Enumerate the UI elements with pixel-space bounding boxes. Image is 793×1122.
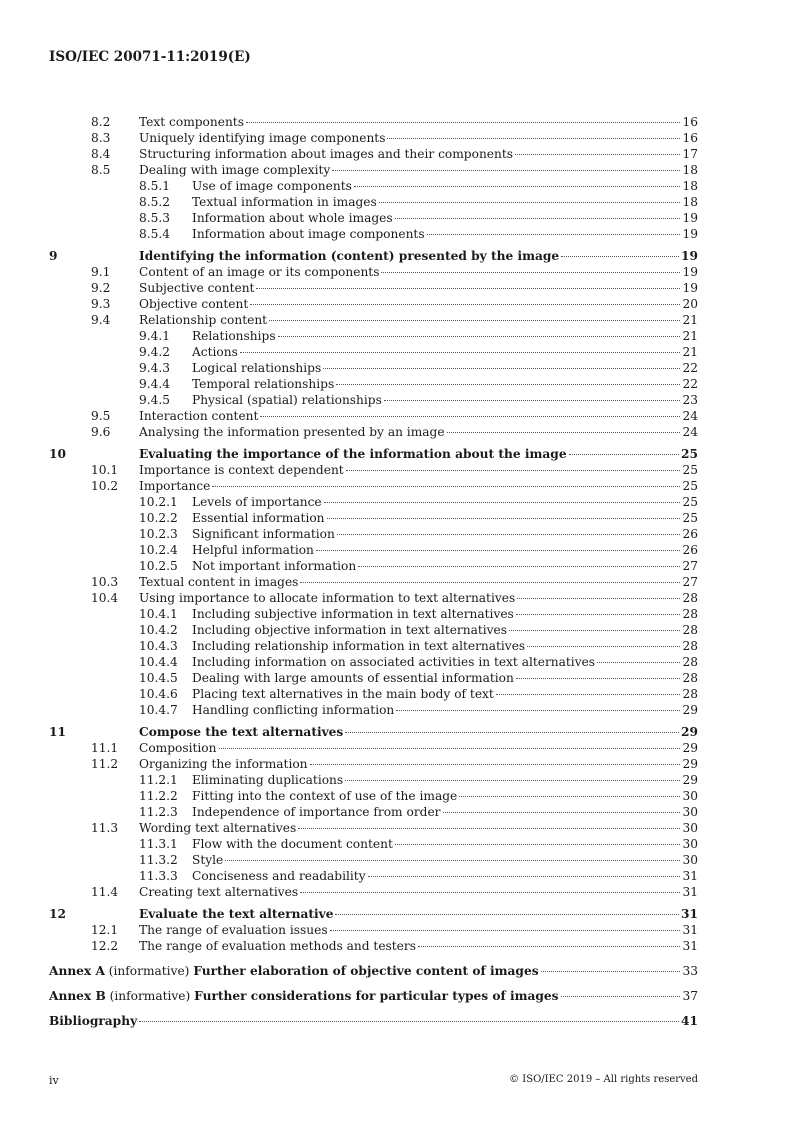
toc-entry[interactable]: [49, 724, 698, 740]
toc-entry-number: 11.4: [91, 885, 119, 899]
toc-entry-page: 16: [682, 115, 698, 129]
toc-entry-title: Interaction content: [139, 409, 259, 423]
dot-leader: [515, 154, 680, 155]
toc-entry-page: 30: [682, 837, 698, 851]
dot-leader: [298, 828, 680, 829]
toc-entry[interactable]: [49, 868, 698, 884]
toc-entry[interactable]: [49, 654, 698, 670]
toc-entry-number: 9.6: [91, 425, 111, 439]
dot-leader: [396, 710, 680, 711]
dot-leader: [269, 320, 680, 321]
toc-entry-title: Dealing with image complexity: [139, 163, 331, 177]
toc-entry-title: Information about image components: [192, 227, 425, 241]
dot-leader: [345, 732, 679, 733]
toc-entry-number: 9.4.1: [139, 329, 171, 343]
toc-entry-page: 19: [682, 265, 698, 279]
dot-leader: [336, 384, 680, 385]
dot-leader: [443, 812, 681, 813]
toc-entry-page: 29: [682, 703, 698, 717]
toc-entry[interactable]: [49, 938, 698, 954]
toc-entry[interactable]: [49, 178, 698, 194]
toc-entry-number: 10.4.6: [139, 687, 178, 701]
toc-entry-number: 12.2: [91, 939, 119, 953]
toc-entry[interactable]: [49, 740, 698, 756]
toc-entry-number: 11.2.1: [139, 773, 178, 787]
toc-entry-number: 11.2: [91, 757, 119, 771]
toc-entry-page: 29: [682, 773, 698, 787]
toc-entry-title: Logical relationships: [192, 361, 322, 375]
toc-entry-title: Physical (spatial) relationships: [192, 393, 382, 407]
dot-leader: [354, 186, 681, 187]
toc-entry-number: 11: [49, 725, 66, 739]
toc-entry-page: 20: [682, 297, 698, 311]
table-of-contents: [49, 114, 698, 1029]
copyright-notice: © ISO/IEC 2019 – All rights reserved: [509, 1074, 698, 1085]
toc-entry-title: Including subjective information in text alternatives: [192, 607, 514, 621]
toc-entry-page: 30: [682, 789, 698, 803]
dot-leader: [335, 914, 679, 915]
toc-entry[interactable]: [49, 574, 698, 590]
toc-entry[interactable]: [49, 852, 698, 868]
toc-entry-page: 24: [682, 409, 698, 423]
dot-leader: [496, 694, 681, 695]
toc-entry-title: Handling conflicting information: [192, 703, 395, 717]
toc-entry-title: Placing text alternatives in the main body of text: [192, 687, 494, 701]
toc-entry-page: 30: [682, 805, 698, 819]
toc-entry-title: Essential information: [192, 511, 325, 525]
toc-entry-title: Actions: [192, 345, 238, 359]
toc-entry-number: 8.5.1: [139, 179, 171, 193]
toc-entry-number: 10.4.7: [139, 703, 178, 717]
toc-entry-page: 25: [682, 479, 698, 493]
toc-entry[interactable]: [49, 922, 698, 938]
dot-leader: [139, 1021, 679, 1022]
toc-entry-page: 28: [682, 671, 698, 685]
toc-entry[interactable]: [49, 296, 698, 312]
toc-entry-title: Wording text alternatives: [139, 821, 297, 835]
toc-entry-page: 29: [682, 741, 698, 755]
toc-entry-number: Annex B: [49, 989, 106, 1003]
dot-leader: [459, 796, 680, 797]
toc-entry-title: Not important information: [192, 559, 357, 573]
toc-entry[interactable]: [49, 772, 698, 788]
dot-leader: [561, 996, 681, 997]
toc-entry-title: Information about whole images: [192, 211, 393, 225]
toc-entry-page: 18: [682, 195, 698, 209]
dot-leader: [246, 122, 681, 123]
toc-entry-page: 28: [682, 687, 698, 701]
toc-entry-page: 41: [681, 1014, 698, 1028]
toc-entry-title: Use of image components: [192, 179, 352, 193]
toc-entry-title: Fitting into the context of use of the image: [192, 789, 458, 803]
toc-entry-page: 28: [682, 607, 698, 621]
toc-entry[interactable]: [49, 756, 698, 772]
toc-entry[interactable]: [49, 494, 698, 510]
toc-entry[interactable]: [49, 392, 698, 408]
toc-entry-number: 9.3: [91, 297, 111, 311]
toc-entry-number: 12.1: [91, 923, 119, 937]
toc-entry[interactable]: [49, 510, 698, 526]
toc-entry-number: 11.3: [91, 821, 119, 835]
toc-entry-page: 31: [682, 885, 698, 899]
toc-entry-page: 25: [681, 447, 698, 461]
toc-entry[interactable]: [49, 248, 698, 264]
toc-entry-number: 10.4.1: [139, 607, 178, 621]
toc-entry[interactable]: [49, 194, 698, 210]
toc-entry-page: 22: [682, 361, 698, 375]
toc-entry[interactable]: [49, 988, 698, 1004]
toc-entry-number: 10.2.2: [139, 511, 178, 525]
toc-entry-title: Further considerations for particular types of images: [194, 989, 559, 1003]
toc-entry-number: 10.2.1: [139, 495, 178, 509]
toc-entry-title: Flow with the document content: [192, 837, 393, 851]
dot-leader: [330, 930, 681, 931]
toc-entry-number: 8.4: [91, 147, 111, 161]
toc-entry-title: Evaluating the importance of the information about the image: [139, 447, 567, 461]
toc-entry[interactable]: [49, 836, 698, 852]
dot-leader: [316, 550, 681, 551]
toc-entry-title: Compose the text alternatives: [139, 725, 344, 739]
toc-entry[interactable]: [49, 638, 698, 654]
toc-entry-page: 28: [682, 655, 698, 669]
toc-entry-page: 31: [681, 907, 698, 921]
toc-entry-page: 19: [681, 249, 698, 263]
toc-entry[interactable]: [49, 264, 698, 280]
toc-entry-title: Including objective information in text alternatives: [192, 623, 508, 637]
toc-entry-title: Independence of importance from order: [192, 805, 441, 819]
dot-leader: [278, 336, 681, 337]
dot-leader: [597, 662, 680, 663]
toc-entry-page: 18: [682, 163, 698, 177]
toc-entry-title: Composition: [139, 741, 217, 755]
dot-leader: [395, 844, 681, 845]
toc-entry-number: 9: [49, 249, 58, 263]
toc-entry[interactable]: [49, 360, 698, 376]
toc-entry[interactable]: [49, 344, 698, 360]
dot-leader: [332, 170, 680, 171]
dot-leader: [527, 646, 680, 647]
toc-entry-title: Temporal relationships: [192, 377, 335, 391]
toc-entry-number: 12: [49, 907, 66, 921]
toc-entry-title: Style: [192, 853, 224, 867]
dot-leader: [381, 272, 680, 273]
document-identifier: ISO/IEC 20071-11:2019(E): [49, 49, 251, 65]
dot-leader: [541, 971, 681, 972]
toc-entry[interactable]: [49, 622, 698, 638]
toc-entry-number: 9.2: [91, 281, 111, 295]
dot-leader: [219, 748, 681, 749]
toc-entry[interactable]: [49, 146, 698, 162]
toc-entry-title: The range of evaluation methods and testers: [139, 939, 416, 953]
toc-entry[interactable]: [49, 542, 698, 558]
toc-entry-title: Analysing the information presented by an image: [139, 425, 445, 439]
toc-entry-title: Using importance to allocate information to text alternatives: [139, 591, 516, 605]
toc-entry-title: Importance is context dependent: [139, 463, 344, 477]
toc-entry-title: Subjective content: [139, 281, 255, 295]
dot-leader: [260, 416, 680, 417]
toc-entry-number: 10.4: [91, 591, 119, 605]
toc-entry-page: 37: [682, 989, 698, 1003]
toc-entry-page: 29: [681, 725, 698, 739]
toc-entry-annex-type: (informative): [108, 964, 190, 978]
toc-entry[interactable]: [49, 114, 698, 130]
toc-entry-number: 10.2.3: [139, 527, 178, 541]
dot-leader: [300, 582, 680, 583]
dot-leader: [517, 598, 680, 599]
toc-entry-number: 9.4.5: [139, 393, 171, 407]
toc-entry-page: 26: [682, 527, 698, 541]
dot-leader: [427, 234, 681, 235]
toc-entry-page: 25: [682, 463, 698, 477]
toc-entry-number: 8.5.4: [139, 227, 171, 241]
dot-leader: [358, 566, 680, 567]
dot-leader: [379, 202, 681, 203]
dot-leader: [384, 400, 681, 401]
toc-entry-number: 9.4.3: [139, 361, 171, 375]
toc-entry[interactable]: [49, 820, 698, 836]
dot-leader: [310, 764, 681, 765]
toc-entry-number: 10.2.4: [139, 543, 178, 557]
toc-entry[interactable]: [49, 686, 698, 702]
toc-entry[interactable]: [49, 312, 698, 328]
toc-entry-title: Textual content in images: [139, 575, 299, 589]
toc-entry-number: 11.3.1: [139, 837, 178, 851]
toc-entry-number: 10.2: [91, 479, 119, 493]
toc-entry-title: Organizing the information: [139, 757, 308, 771]
dot-leader: [395, 218, 681, 219]
toc-entry[interactable]: [49, 162, 698, 178]
toc-entry-number: 11.1: [91, 741, 119, 755]
toc-entry-title: Uniquely identifying image components: [139, 131, 386, 145]
toc-entry[interactable]: [49, 424, 698, 440]
toc-entry-number: 8.2: [91, 115, 111, 129]
toc-entry-title: Including relationship information in text alternatives: [192, 639, 526, 653]
toc-entry-number: 10.4.2: [139, 623, 178, 637]
dot-leader: [368, 876, 681, 877]
toc-entry-title: Structuring information about images and their components: [139, 147, 514, 161]
toc-entry-number: Annex A: [49, 964, 105, 978]
toc-entry-page: 22: [682, 377, 698, 391]
toc-entry[interactable]: [49, 210, 698, 226]
toc-entry-number: 10.3: [91, 575, 119, 589]
toc-entry[interactable]: [49, 558, 698, 574]
toc-entry-page: 19: [682, 211, 698, 225]
toc-entry-page: 27: [682, 575, 698, 589]
toc-entry-number: 10.4.3: [139, 639, 178, 653]
dot-leader: [327, 518, 681, 519]
toc-entry-number: 10.4.5: [139, 671, 178, 685]
toc-entry-page: 25: [682, 511, 698, 525]
toc-entry-page: 31: [682, 869, 698, 883]
toc-entry-page: 18: [682, 179, 698, 193]
toc-entry[interactable]: [49, 462, 698, 478]
toc-entry-title: Eliminating duplications: [192, 773, 344, 787]
toc-entry-number: 10.1: [91, 463, 119, 477]
dot-leader: [418, 946, 681, 947]
toc-entry[interactable]: [49, 226, 698, 242]
toc-entry-page: 33: [682, 964, 698, 978]
toc-entry-number: 10.2.5: [139, 559, 178, 573]
toc-entry-page: 19: [682, 281, 698, 295]
toc-entry-title: Objective content: [139, 297, 249, 311]
toc-entry[interactable]: [49, 606, 698, 622]
toc-entry-number: 10: [49, 447, 66, 461]
toc-entry-title: Creating text alternatives: [139, 885, 299, 899]
toc-entry-title: Significant information: [192, 527, 335, 541]
toc-entry-page: 24: [682, 425, 698, 439]
toc-entry[interactable]: [49, 526, 698, 542]
dot-leader: [212, 486, 680, 487]
toc-entry-page: 28: [682, 591, 698, 605]
toc-entry-title: The range of evaluation issues: [139, 923, 328, 937]
toc-entry-page: 30: [682, 821, 698, 835]
toc-entry-annex-type: (informative): [109, 989, 191, 1003]
dot-leader: [250, 304, 680, 305]
toc-entry-number: 11.2.3: [139, 805, 178, 819]
toc-entry[interactable]: [49, 280, 698, 296]
toc-entry-number: 11.3.3: [139, 869, 178, 883]
toc-entry-page: 30: [682, 853, 698, 867]
toc-entry[interactable]: [49, 328, 698, 344]
toc-entry-title: Conciseness and readability: [192, 869, 366, 883]
toc-entry-page: 26: [682, 543, 698, 557]
dot-leader: [346, 470, 681, 471]
toc-entry-title: Text components: [139, 115, 244, 129]
toc-entry-number: 9.4.4: [139, 377, 171, 391]
toc-entry-page: 21: [682, 329, 698, 343]
toc-entry-title: Relationships: [192, 329, 276, 343]
toc-entry[interactable]: [49, 478, 698, 494]
dot-leader: [240, 352, 681, 353]
toc-entry[interactable]: [49, 1013, 698, 1029]
toc-entry-title: Identifying the information (content) presented by the image: [139, 249, 560, 263]
toc-entry-number: 8.5.2: [139, 195, 171, 209]
toc-entry-title: Further elaboration of objective content of images: [193, 964, 539, 978]
toc-entry[interactable]: [49, 804, 698, 820]
dot-leader: [516, 614, 681, 615]
toc-entry-page: 21: [682, 345, 698, 359]
page-number: iv: [49, 1074, 59, 1087]
dot-leader: [447, 432, 681, 433]
toc-entry-page: 27: [682, 559, 698, 573]
toc-entry-number: 8.5.3: [139, 211, 171, 225]
dot-leader: [516, 678, 681, 679]
toc-entry[interactable]: [49, 590, 698, 606]
toc-entry-number: 9.4.2: [139, 345, 171, 359]
toc-entry[interactable]: [49, 376, 698, 392]
toc-entry-page: 29: [682, 757, 698, 771]
toc-entry-number: 9.4: [91, 313, 111, 327]
toc-entry[interactable]: [49, 788, 698, 804]
dot-leader: [300, 892, 680, 893]
toc-entry-title: Content of an image or its components: [139, 265, 380, 279]
toc-entry-page: 31: [682, 939, 698, 953]
toc-entry-page: 23: [682, 393, 698, 407]
dot-leader: [323, 368, 680, 369]
toc-entry-number: 10.4.4: [139, 655, 178, 669]
page-footer: [49, 1074, 698, 1087]
toc-entry[interactable]: [49, 884, 698, 900]
toc-entry-title: Importance: [139, 479, 211, 493]
toc-entry[interactable]: [49, 963, 698, 979]
toc-entry-number: 9.1: [91, 265, 111, 279]
toc-entry[interactable]: [49, 408, 698, 424]
dot-leader: [256, 288, 680, 289]
toc-entry[interactable]: [49, 702, 698, 718]
dot-leader: [324, 502, 681, 503]
toc-entry-title: Levels of importance: [192, 495, 322, 509]
toc-entry-page: 28: [682, 623, 698, 637]
toc-entry-title: Textual information in images: [192, 195, 377, 209]
toc-entry-title: Evaluate the text alternative: [139, 907, 334, 921]
dot-leader: [225, 860, 680, 861]
toc-entry-number: 11.2.2: [139, 789, 178, 803]
toc-entry-title: Helpful information: [192, 543, 314, 557]
toc-entry-title: Dealing with large amounts of essential information: [192, 671, 514, 685]
toc-entry-title: Relationship content: [139, 313, 268, 327]
toc-entry-page: 17: [682, 147, 698, 161]
toc-entry-title: Including information on associated activities in text alternatives: [192, 655, 596, 669]
dot-leader: [561, 256, 679, 257]
toc-entry-title: Bibliography: [49, 1014, 138, 1028]
toc-entry[interactable]: [49, 446, 698, 462]
toc-entry[interactable]: [49, 130, 698, 146]
toc-entry-page: 31: [682, 923, 698, 937]
dot-leader: [569, 454, 679, 455]
toc-entry-page: 16: [682, 131, 698, 145]
toc-entry-number: 11.3.2: [139, 853, 178, 867]
toc-entry[interactable]: [49, 906, 698, 922]
dot-leader: [509, 630, 680, 631]
toc-entry-page: 25: [682, 495, 698, 509]
dot-leader: [337, 534, 681, 535]
dot-leader: [387, 138, 680, 139]
toc-entry-page: 28: [682, 639, 698, 653]
toc-entry-number: 8.5: [91, 163, 111, 177]
toc-entry-page: 19: [682, 227, 698, 241]
dot-leader: [345, 780, 680, 781]
toc-entry[interactable]: [49, 670, 698, 686]
toc-entry-number: 8.3: [91, 131, 111, 145]
toc-entry-number: 9.5: [91, 409, 111, 423]
toc-entry-page: 21: [682, 313, 698, 327]
